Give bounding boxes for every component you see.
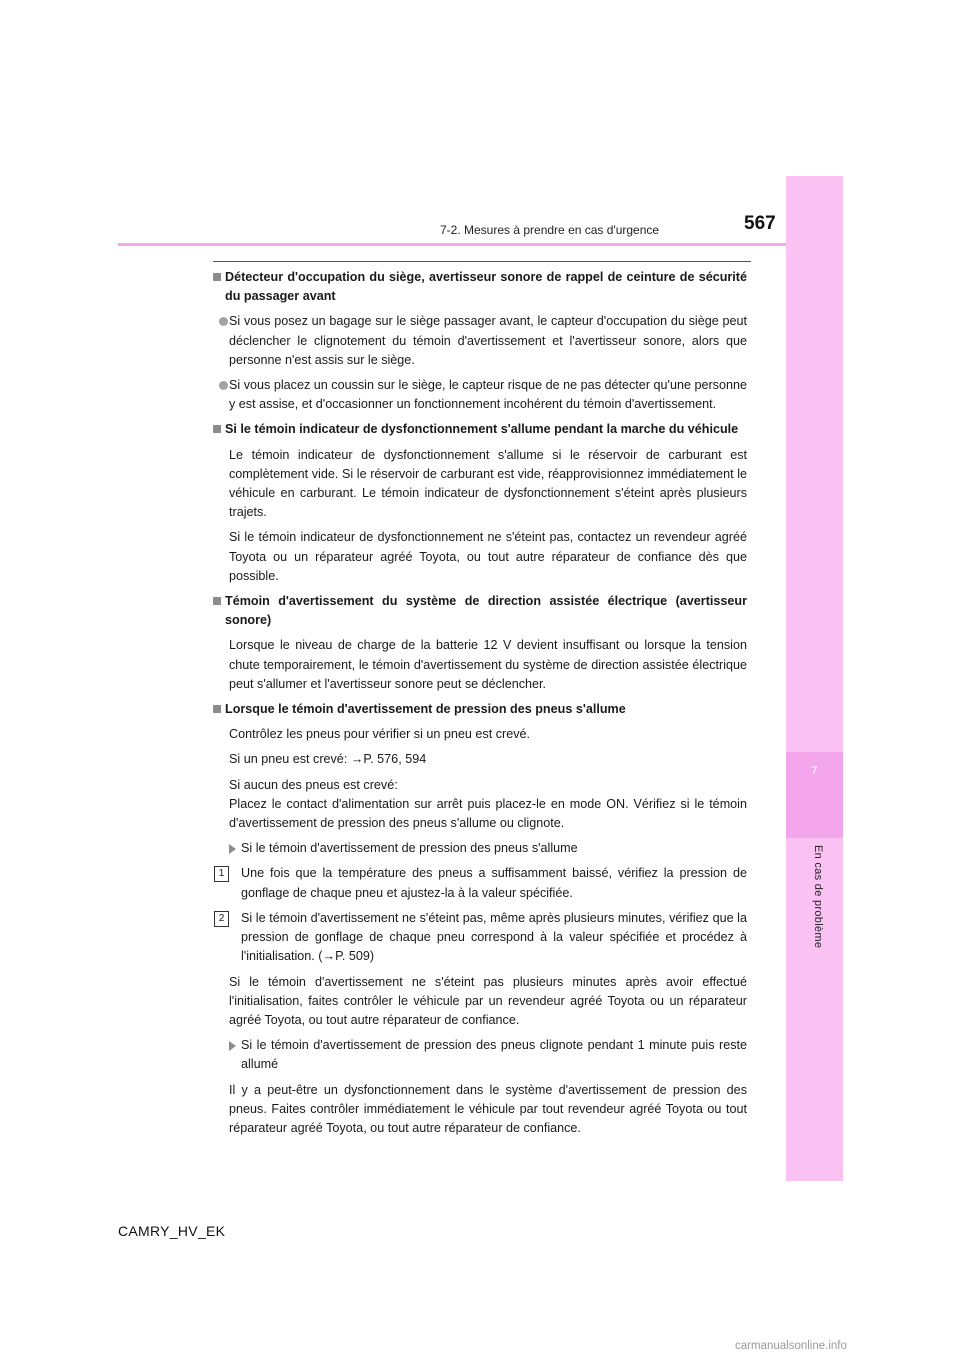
step-item: 2 Si le témoin d'avertissement ne s'éteint pas, même après plusieurs minutes, vérifiez que la pression de gonflage de chaque pneu correspond à la valeur spécifiée et procédez à l'initialisation. (→P. 509) bbox=[213, 909, 747, 967]
case-heading: Si le témoin d'avertissement de pression des pneus clignote pendant 1 minute puis reste allumé bbox=[213, 1036, 747, 1074]
page-content bbox=[213, 268, 747, 1144]
bullet-item: Si vous posez un bagage sur le siège passager avant, le capteur d'occupation du siège peut déclencher le clignotement du témoin d'avertissement et l'avertisseur sonore, alors que personne n'est assis sur le siège. bbox=[213, 312, 747, 370]
section-title: Témoin d'avertissement du système de direction assistée électrique (avertisseur sonore) bbox=[213, 592, 747, 630]
triangle-arrow-icon bbox=[229, 1041, 236, 1051]
section-heading: 7-2. Mesures à prendre en cas d'urgence bbox=[440, 223, 660, 237]
section-title: Lorsque le témoin d'avertissement de pression des pneus s'allume bbox=[213, 700, 747, 719]
paragraph: Si le témoin d'avertissement ne s'éteint pas plusieurs minutes après avoir effectué l'initialisation, faites contrôler le véhicule par un revendeur agréé Toyota ou un réparateur agréé Toyota, ou tout autre réparateur de confiance. bbox=[229, 974, 747, 1027]
section-title: Si le témoin indicateur de dysfonctionnement s'allume pendant la marche du véhicule bbox=[213, 420, 747, 439]
paragraph: Lorsque le niveau de charge de la batterie 12 V devient insuffisant ou lorsque la tension chute temporairement, le témoin d'avertissement du système de direction assistée électrique peut s'allumer et l'avertisseur sonore peut se déclencher. bbox=[229, 638, 747, 691]
step-number-badge: 1 bbox=[214, 866, 229, 882]
step-item: 1 Une fois que la température des pneus a suffisamment baissé, vérifiez la pression de gonflage de chaque pneu et ajustez-la à la valeur spécifiée. bbox=[213, 864, 747, 902]
page-reference-line[interactable]: Si un pneu est crevé: →P. 576, 594 bbox=[229, 752, 427, 767]
paragraph: Il y a peut-être un dysfonctionnement dans le système d'avertissement de pression des pneus. Faites contrôler immédiatement le véhicule par tout revendeur agréé Toyota ou tout réparateur agréé Toyota, ou tout autre réparateur de confiance. bbox=[229, 1082, 747, 1135]
paragraph: Contrôlez les pneus pour vérifier si un pneu est crevé. bbox=[229, 727, 531, 742]
paragraph: Si aucun des pneus est crevé: bbox=[229, 777, 398, 792]
circle-bullet-icon bbox=[219, 317, 228, 326]
triangle-arrow-icon bbox=[229, 844, 236, 854]
square-bullet-icon bbox=[213, 425, 221, 433]
paragraph: Si le témoin indicateur de dysfonctionnement ne s'éteint pas, contactez un revendeur agréé Toyota ou un réparateur agréé Toyota, ou tout autre réparateur de confiance dès que possible. bbox=[229, 530, 747, 583]
chapter-label: En cas de problème bbox=[812, 845, 824, 949]
bullet-item: Si vous placez un coussin sur le siège, le capteur risque de ne pas détecter qu'une personne y est assise, et d'occasionner un fonctionnement incohérent du témoin d'avertissement. bbox=[213, 376, 747, 414]
square-bullet-icon bbox=[213, 705, 221, 713]
header-rule bbox=[118, 243, 786, 246]
square-bullet-icon bbox=[213, 597, 221, 605]
paragraph: Le témoin indicateur de dysfonctionnement s'allume si le réservoir de carburant est complètement vide. Si le réservoir de carburant est vide, réapprovisionnez immédiatement le véhicule en carburant. Le témoin indicateur de dysfonctionnement s'éteint après plusieurs trajets. bbox=[229, 447, 747, 520]
model-code: CAMRY_HV_EK bbox=[118, 1223, 226, 1239]
content-top-rule bbox=[213, 261, 751, 262]
chapter-side-tab bbox=[786, 176, 843, 1181]
case-heading: Si le témoin d'avertissement de pression des pneus s'allume bbox=[213, 839, 747, 858]
circle-bullet-icon bbox=[219, 381, 228, 390]
section-title: Détecteur d'occupation du siège, avertisseur sonore de rappel de ceinture de sécurité du passager avant bbox=[213, 268, 747, 306]
page-number: 567 bbox=[744, 213, 776, 234]
square-bullet-icon bbox=[213, 273, 221, 281]
paragraph: Placez le contact d'alimentation sur arrêt puis placez-le en mode ON. Vérifiez si le témoin d'avertissement de pression des pneus s'allume ou clignote. bbox=[229, 796, 747, 831]
step-number-badge: 2 bbox=[214, 911, 229, 927]
watermark: carmanualsonline.info bbox=[735, 1340, 847, 1352]
chapter-number: 7 bbox=[811, 765, 818, 777]
